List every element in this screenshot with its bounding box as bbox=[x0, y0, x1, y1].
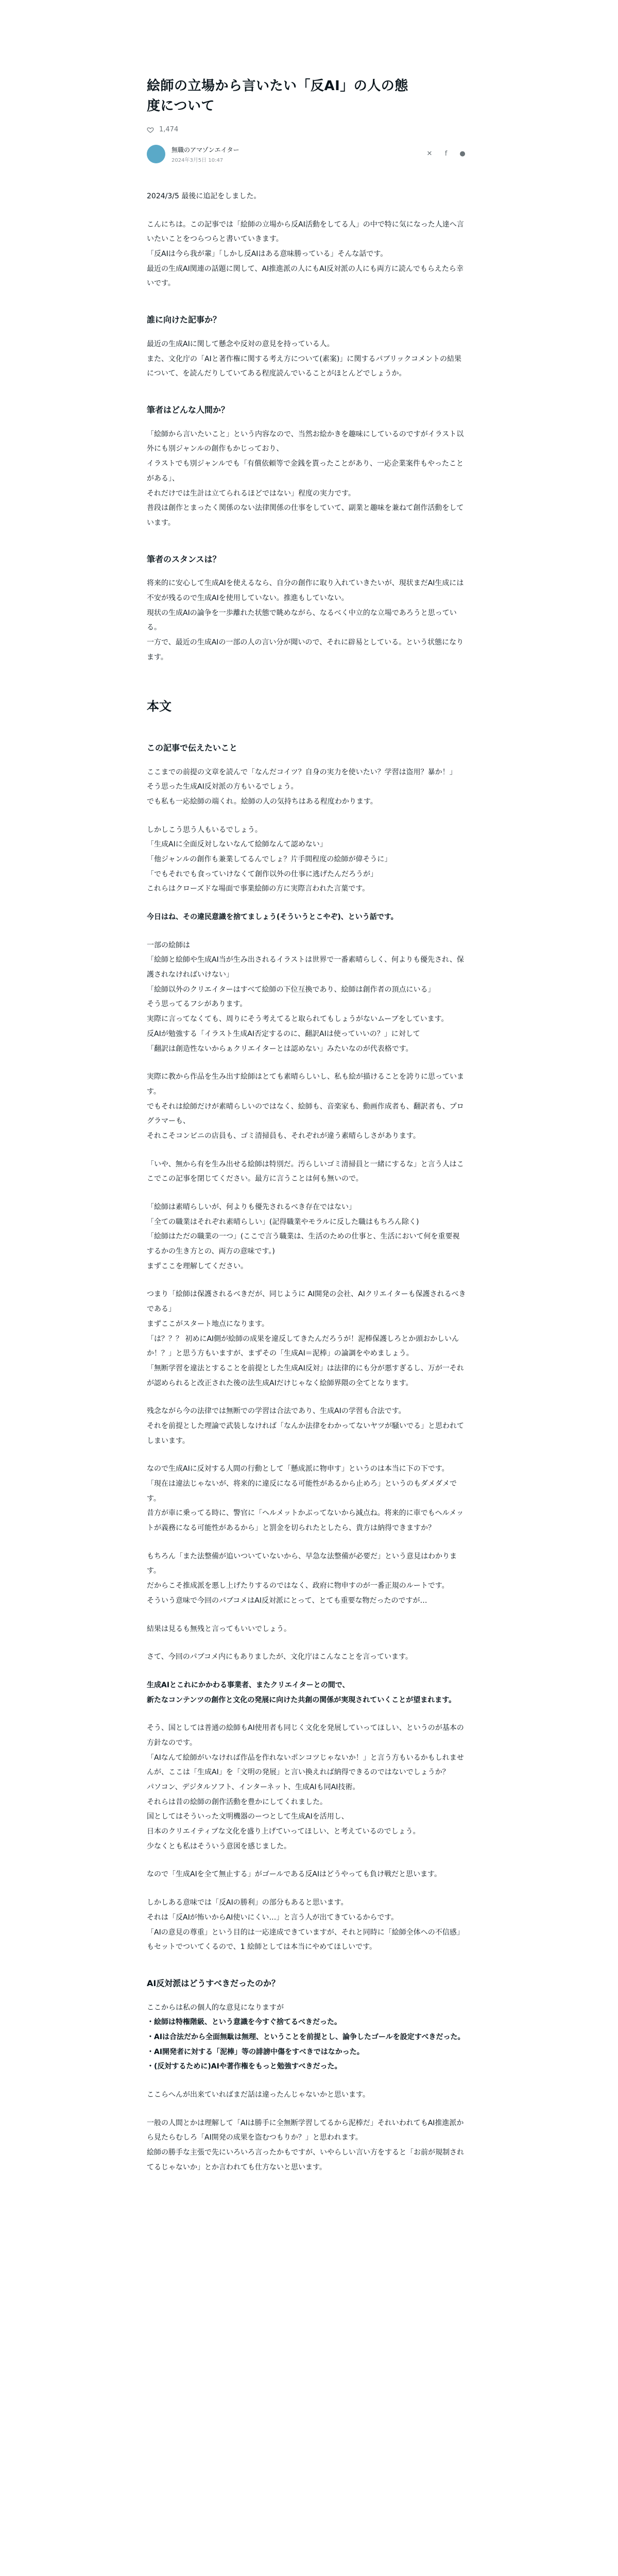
paragraph: 「いや、無から有を生み出せる絵師は特別だ。汚らしいゴミ清掃員と一緒にするな」と言う人はここでこの記事を閉じてください。最方に言うことは何も無いので。 bbox=[147, 1160, 464, 1183]
facebook-icon[interactable]: f bbox=[444, 150, 448, 158]
paragraph: しかしある意味では「反AIの勝利」の部分もあると思います。 それは「反AIが怖いからAI使いにくい…」と言う人が出てきているからです。 「AIの意見の尊重」という目的は一応達成できていますが、それと同時に「絵師全体への不信感」もセットでついてくるので、1 絵師としては本当にやめてほしいです。 bbox=[147, 1899, 464, 1952]
author-name[interactable]: 無職のアマゾンエイター bbox=[171, 146, 239, 154]
paragraph: 最近の生成AIに関して懸念や反対の意見を持っている人。 また、文化庁の「AIと著作権に関する考え方について(素案)」に関するパブリックコメントの結果について、を読んだりしていてある程度読んでいることがほとんどでしょうか。 bbox=[147, 340, 461, 378]
avatar[interactable] bbox=[147, 145, 165, 163]
paragraph: 一般の人間とかは理解して「AIは勝手に全無断学習してるから泥棒だ」それいわれてもAI推進派から見たらむしろ「AI開発の成果を盗むつもりか？」と思われます。 絵師の勝手な主張で先にいろいろ言ったかもですが、いやらしい言い方をすると「お前が規制されてるじゃないか」とか言われても仕方ないと思います。 bbox=[147, 2119, 464, 2172]
paragraph: 結果は見るも無残と言ってもいいでしょう。 bbox=[147, 1624, 291, 1633]
x-icon[interactable]: ✕ bbox=[426, 150, 433, 158]
heart-icon[interactable] bbox=[147, 126, 154, 133]
paragraph: なので「生成AIを全て無止する」がゴールである反AIはどうやっても負け戦だと思います。 bbox=[147, 1870, 442, 1879]
paragraph: しかしこう思う人もいるでしょう。 「生成AIに全面反対しないなんて絵師なんて認めない」 「他ジャンルの創作も兼業してるんでしょ？片手間程度の絵師が偉そうに」 「でもそれでも食っていけなくて創作以外の仕事に逃げたんだろうが」 これらはクローズドな場面で事業絵師の方に実際言われた言葉です。 bbox=[147, 825, 392, 893]
title-line: 絵師の立場から言いたい「反AI」の人の態 bbox=[147, 78, 408, 94]
paragraph: さて、今回のパブコメ内にもありましたが、文化庁はこんなことを言っています。 bbox=[147, 1653, 413, 1662]
paragraph: 一部の絵師は 「絵師と絵師や生成AI当が生み出されるイラストは世界で一番素晴らしく、何よりも優先され、保護されなければいけない」 「絵師以外のクリエイターはすべて絵師の下位互換であり、絵師は創作者の頂点にいる」 そう思ってるフシがあります。 実際に言ってなくても、周りにそう考えてると取られてもしょうがないムーブをしています。 反AIが勉強する「イラスト生成AI否定するのに、翻訳AIは使っていいの？」に対して 「翻訳は創造性ないからぁクリエイターとは認めない」みたいなのが代表格です。 bbox=[147, 941, 464, 1053]
section-heading: 筆者のスタンスは？ bbox=[147, 554, 221, 564]
title-line: 度について bbox=[147, 98, 215, 114]
paragraph: 生成AIとこれにかかわる事業者、またクリエイターとの間で、 新たなコンテンツの創作と文化の発展に向けた共創の関係が実現されていくことが望まれます。 bbox=[147, 1681, 456, 1704]
paragraph: ここまでの前提の文章を読んで「なんだコイツ？自身の実力を使いたい？学習は盗用？暴か！」 そう思った生成AI反対派の方もいるでしょう。 でも私も一応絵師の端くれ。絵師の人の気持ちはある程度わかります。 bbox=[147, 768, 457, 806]
paragraph: 今日はね、その違民意識を捨てましょう(そういうとこやぞ)、という話です。 bbox=[147, 913, 398, 921]
share-buttons bbox=[426, 150, 466, 158]
paragraph: 2024/3/5 最後に追記をしました。 bbox=[147, 192, 261, 200]
paragraph: なので生成AIに反対する人間の行動として「懸成派に物申す」というのは本当に下の下です。 「現在は違法じゃないが、将来的に違反になる可能性があるから止めろ」というのもダメダメです。 昔方が車に乗ってる時に、警官に「ヘルメットかぶってないから減点ね。将来的に車でもヘルメットが義務になる可能性があるから」と罰金を切られたとしたら、貴方は納得できますか？ bbox=[147, 1465, 464, 1533]
author-row bbox=[147, 145, 466, 163]
article bbox=[147, 0, 466, 2189]
paragraph: もちろん「また法整備が追いついていないから、早急な法整備が必要だ」という意見はわかります。 だからこそ推成派を悪し上げたりするのではなく、政府に物申すのが一番正規のルートです。 そういう意味で今回のパブコメはAI反対派にとって、とても重要な物だったのですが… bbox=[147, 1552, 457, 1605]
paragraph: 実際に教から作品を生み出す絵師はとても素晴らしいし、私も絵が描けることを誇りに思っています。 でもそれは絵師だけが素晴らしいのではなく、絵師も、音楽家も、動画作成者も、翻訳者も、プログラマーも、 それこそコンビニの店員も、ゴミ清掃員も、それぞれが違う素晴らしさがあります。 bbox=[147, 1073, 464, 1140]
article-body bbox=[147, 189, 466, 2175]
paragraph: 将来的に安心して生成AIを使えるなら、自分の創作に取り入れていきたいが、現状まだAI生成には不安が残るので生成AIを使用していない。推進もしていない。 現状の生成AIの論争を一歩離れた状態で眺めながら、なるべく中立的な立場であろうと思っている。 一方で、最近の生成AIの一部の人の言い分が聞いので、それに辟易としている。という状態になります。 bbox=[147, 579, 464, 662]
post-date: 2024年3月5日 10:47 bbox=[171, 157, 224, 163]
section-heading: 誰に向けた記事か？ bbox=[147, 315, 221, 325]
paragraph: ここからは私の個人的な意見になりますが ・絵師は特権階級、という意識を今すぐ捨てるべきだった。 ・AIは合法だから全面無駄は無理、ということを前提とし、論争したゴールを設定すべきだった。 ・AI開発者に対する「泥棒」等の誹謗中傷をすべきではなかった。 ・(反対するために)AIや著作権をもっと勉強すべきだった。 bbox=[147, 2003, 465, 2071]
paragraph: こんにちは。この記事では「絵師の立場から反AI活動をしてる人」の中で特に気になった人達へ言いたいことをつらつらと書いていきます。 「反AIは今ら我が輩」「しかし反AIはある意味勝っている」そんな話です。 最近の生成AI関連の話題に関して、AI推進派の人にもAI反対派の人にも両方に読んでもらえたら幸いです。 bbox=[147, 220, 464, 288]
paragraph: そう、国としては普通の絵師もAI使用者も同じく文化を発展していってほしい、というのが基本の方針なのです。 「AIなんて絵師がいなければ作品を作れないポンコツじゃないか！」と言う方もいるかもしれませんが、ここは「生成AI」を「文明の発展」と言い換えれば納得できるのではないでしょうか？ パソコン、デジタルソフト、インターネット、生成AIも同AI技術。 それらは昔の絵師の創作活動を豊かにしてくれました。 国としてはそういった文明機器のーつとして生成AIを活用し、 日本のクリエイティブな文化を盛り上げていってほしい、と考えているのでしょう。 少なくとも私はそういう意図を感じました。 bbox=[147, 1724, 464, 1851]
paragraph: つまり「絵師は保護されるべきだが、同じように AI開発の会社、AIクリエイターも保護されるべきである」 まずここがスタート地点になります。 「は？？？ 初めにAI側が絵師の成果を違反してきたんだろうが！泥棒保護しろとか頭おかしいんか！？」と思う方もいますが、まずその「生成AI＝泥棒」の論調をやめましょう。 「無断学習を違法とすることを前提とした生成AI反対」は法律的にも分が悪すぎるし、万が一それが認められると改正された後の法生成AIだけじゃなく絵師界隈の全てとなります。 bbox=[147, 1290, 466, 1387]
like-count: 1,474 bbox=[159, 126, 179, 133]
paragraph: 「絵師から言いたいこと」という内容なので、当然お絵かきを趣味にしているのですがイラスト以外にも別ジャンルの創作もかじっており、 イラストでも別ジャンルでも「有償依頼等で金銭を貰ったことがあり、一応企業案件もやったことがある」、 それだけでは生計は立てられるほどではない」程度の実力です。 普段は創作とまったく関係のない法律関係の仕事をしていて、副業と趣味を兼ねて創作活動をしています。 bbox=[147, 430, 464, 527]
paragraph: 残念ながら今の法律では無断での学習は合法であり、生成AIの学習も合法です。 それを前提とした理論で武装しなければ「なんか法律をわかってないヤツが騒いでる」と思われてしまいます。 bbox=[147, 1407, 464, 1445]
main-heading: 本文 bbox=[147, 699, 171, 714]
section-heading: 筆者はどんな人間か？ bbox=[147, 404, 230, 415]
section-heading: この記事で伝えたいこと bbox=[147, 742, 238, 753]
paragraph: 「絵師は素晴らしいが、何よりも優先されるべき存在ではない」 「全ての職業はそれぞれ素晴らしい」(記得職業やモラルに反した職はもちろん除く) 「絵師はただの職業の一つ」(ここで言う職業は、生活のための仕事と、生活において何を重要視するかの生き方との、両方の意味です。) まずここを理解してください。 bbox=[147, 1203, 460, 1270]
hatena-icon[interactable]: ● bbox=[459, 150, 466, 158]
paragraph: ここらへんが出来ていればまだ話は違ったんじゃないかと思います。 bbox=[147, 2091, 370, 2099]
like-area bbox=[147, 126, 466, 133]
section-heading: AI反対派はどうすべきだったのか？ bbox=[147, 1978, 280, 1988]
article-title bbox=[147, 0, 466, 116]
